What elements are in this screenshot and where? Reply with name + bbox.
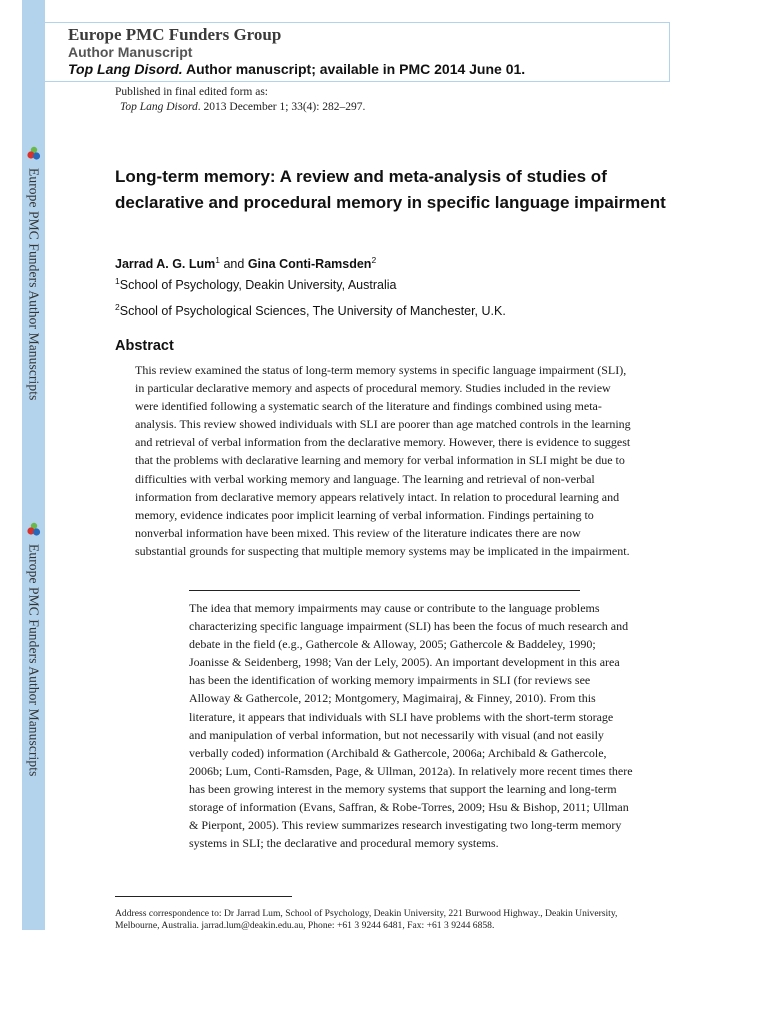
sidebar-label-text: Europe PMC Funders Author Manuscripts: [26, 544, 42, 777]
author-affiliation-mark: 1: [215, 254, 220, 265]
europe-pmc-logo-icon: [27, 146, 41, 162]
sidebar-label-bottom: [22, 522, 45, 776]
journal-name: Top Lang Disord.: [68, 61, 183, 77]
citation-journal: Top Lang Disord: [120, 101, 198, 113]
availability-text: Author manuscript; available in PMC 2014 June 01.: [182, 61, 526, 77]
intro-paragraph: The idea that memory impairments may cause or contribute to the language problems characterizing specific language impairment (SLI) has been the focus of much research and debate in the field (e.g., Gathercole & Alloway, 2005; Gathercole & Baddeley, 1990; Joanisse & Seidenberg, 1998; Van der Lely, 2005). An important development in this area has been the identification of working memory impairments in SLI (for reviews see Alloway & Gathercole, 2012; Montgomery, Magimairaj, & Finney, 2010). From this literature, it appears that individuals with SLI have problems with the short-term storage and manipulation of verbal information, but not necessarily with visual (and not easily verbally coded) information (Archibald & Gathercole, 2006a; Archibald & Gathercole, 2006b; Lum, Conti-Ramsden, Page, & Ullman, 2012a). In relatively more recent times there has been growing interest in the memory systems that support the learning and long-term storage of information (Evans, Saffran, & Robe-Torres, 2009; Hsu & Bishop, 2011; Ullman & Pierpont, 2005). This review summarizes research investigating two long-term memory systems in SLI; the declarative and procedural memory systems.: [189, 601, 633, 851]
journal-availability: [68, 61, 525, 77]
correspondence-footnote: Address correspondence to: Dr Jarrad Lum, School of Psychology, Deakin University, 221 Burwood Highway., Deakin University, Melbourne, Australia. jarrad.lum@deakin.edu.au, Phone: +61 3 9244 6481, Fax: +61 3 9244 6858.: [115, 908, 618, 931]
affiliation-mark: 1: [115, 275, 120, 286]
published-in: [115, 85, 365, 115]
author-name: Jarrad A. G. Lum: [115, 257, 216, 271]
affiliation-text: School of Psychological Sciences, The University of Manchester, U.K.: [119, 304, 506, 318]
europe-pmc-logo-icon: [27, 522, 41, 538]
section-divider: [189, 590, 580, 591]
affiliation: [115, 301, 506, 318]
author-line: [115, 254, 377, 271]
footnote-divider: [115, 896, 292, 897]
manuscript-type: Author Manuscript: [68, 44, 193, 60]
sidebar-label-top: [22, 146, 45, 400]
abstract-body: This review examined the status of long-term memory systems in specific language impairment (SLI), in particular declarative memory and aspects of procedural memory. Studies included in the review were identified following a systematic search of the literature and findings combined using meta-analysis. This review showed individuals with SLI are poorer than age matched controls in the learning and retrieval of verbal information from the declarative memory. However, there is evidence to suggest that the problems with declarative learning and memory for verbal information in SLI might be due to difficulties with verbal working memory and language. The learning and retrieval of non-verbal information from declarative memory appears relatively intact. In relation to procedural learning and memory, evidence indicates poor implicit learning of verbal information. Findings pertaining to nonverbal information have been mixed. This review of the literature indicates there are now substantial grounds for suspecting that multiple memory systems may be implicated in the impairment.: [135, 363, 631, 558]
funders-group-title: Europe PMC Funders Group: [68, 25, 282, 44]
affiliation-text: School of Psychology, Deakin University, Australia: [119, 278, 397, 292]
author-name: Gina Conti-Ramsden: [247, 257, 372, 271]
sidebar-label-text: Europe PMC Funders Author Manuscripts: [26, 168, 42, 401]
affiliation: [115, 275, 397, 292]
author-affiliation-mark: 2: [371, 254, 377, 265]
abstract-heading: Abstract: [115, 338, 174, 354]
citation-details: . 2013 December 1; 33(4): 282–297.: [197, 101, 366, 113]
published-label: Published in final edited form as:: [115, 86, 268, 98]
citation: [120, 100, 365, 115]
europe-pmc-sidebar: [22, 0, 45, 930]
affiliation-mark: 2: [115, 301, 120, 312]
author-joiner: and: [220, 257, 248, 271]
article-title: Long-term memory: A review and meta-analysis of studies of declarative and procedural memory in specific language impairment: [115, 167, 666, 212]
